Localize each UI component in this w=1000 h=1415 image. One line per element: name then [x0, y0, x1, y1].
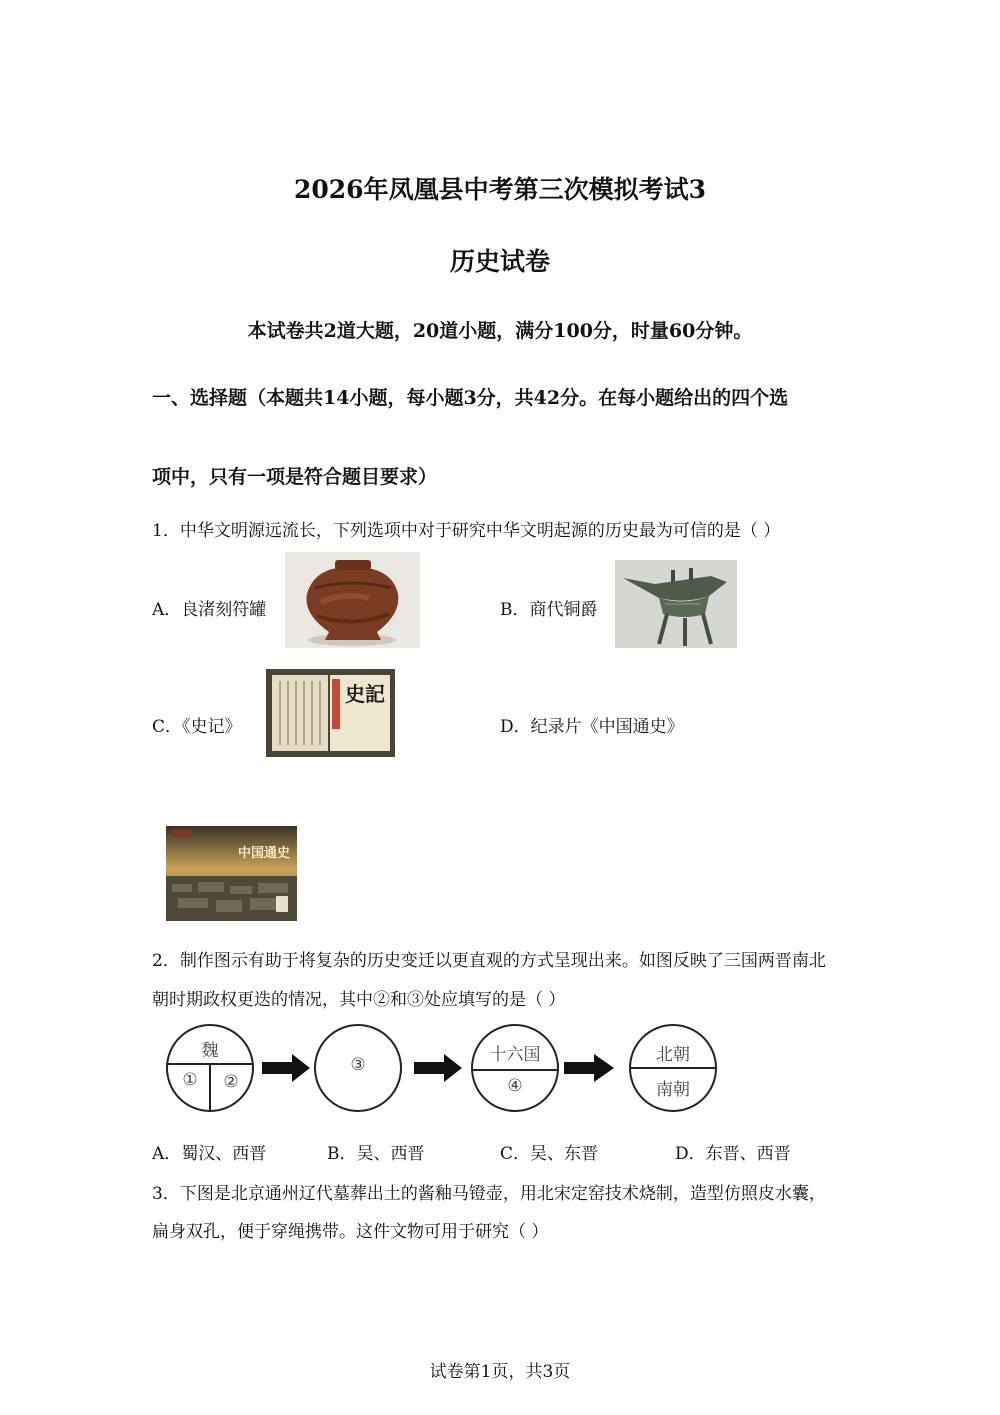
bronze-jue-image — [615, 560, 737, 648]
q2-option-d: D．东晋、西晋 — [675, 1144, 791, 1164]
q2-option-b: B．吴、西晋 — [327, 1144, 425, 1164]
section-heading-line1: 一、选择题（本题共14小题，每小题3分，共42分。在每小题给出的四个选 — [152, 387, 789, 409]
question-3-stem-line2: 扁身双孔，便于穿绳携带。这件文物可用于研究（ ） — [152, 1222, 549, 1242]
section-heading-line2: 项中，只有一项是符合题目要求） — [152, 466, 438, 488]
regime-change-diagram — [160, 1020, 730, 1120]
q2-option-c: C．吴、东晋 — [500, 1144, 599, 1164]
exam-info: 本试卷共2道大题，20道小题，满分100分，时量60分钟。 — [247, 320, 753, 342]
shiji-cover-text: 史記 — [345, 682, 385, 706]
diagram-c4-bottom: 南朝 — [656, 1080, 690, 1100]
documentary-title-text: 中国通史 — [238, 846, 291, 861]
diagram-c1-top: 魏 — [201, 1041, 219, 1061]
question-3-stem-line1: 3．下图是北京通州辽代墓葬出土的酱釉马镫壶，用北宋定窑技术烧制，造型仿照皮水囊， — [152, 1184, 826, 1204]
page-footer: 试卷第1页，共3页 — [429, 1362, 571, 1382]
subject-title: 历史试卷 — [449, 247, 550, 276]
question-2-stem-line1: 2．制作图示有助于将复杂的历史变迁以更直观的方式呈现出来。如图反映了三国两晋南北 — [152, 951, 826, 971]
question-1-stem: 1．中华文明源远流长，下列选项中对于研究中华文明起源的历史最为可信的是（ ） — [152, 521, 781, 541]
diagram-c1-right: ② — [223, 1072, 239, 1092]
diagram-c3-bottom: ④ — [507, 1076, 523, 1096]
q2-option-a: A．蜀汉、西晋 — [152, 1144, 267, 1164]
q1-option-a: A．良渚刻符罐 — [152, 600, 267, 620]
q1-option-b: B．商代铜爵 — [500, 600, 598, 620]
question-2-stem-line2: 朝时期政权更迭的情况，其中②和③处应填写的是（ ） — [152, 990, 566, 1010]
diagram-c4-top: 北朝 — [656, 1045, 690, 1065]
pottery-jar-image — [285, 552, 420, 648]
diagram-c3-top: 十六国 — [489, 1045, 541, 1065]
exam-title: 2026年凤凰县中考第三次模拟考试3 — [294, 175, 706, 204]
documentary-still-image — [166, 826, 297, 921]
diagram-c1-left: ① — [182, 1070, 198, 1090]
diagram-c2: ③ — [350, 1055, 366, 1075]
shiji-book-image — [266, 669, 395, 757]
q1-option-c: C．《史记》 — [152, 717, 242, 737]
q1-option-d: D．纪录片《中国通史》 — [500, 717, 684, 737]
